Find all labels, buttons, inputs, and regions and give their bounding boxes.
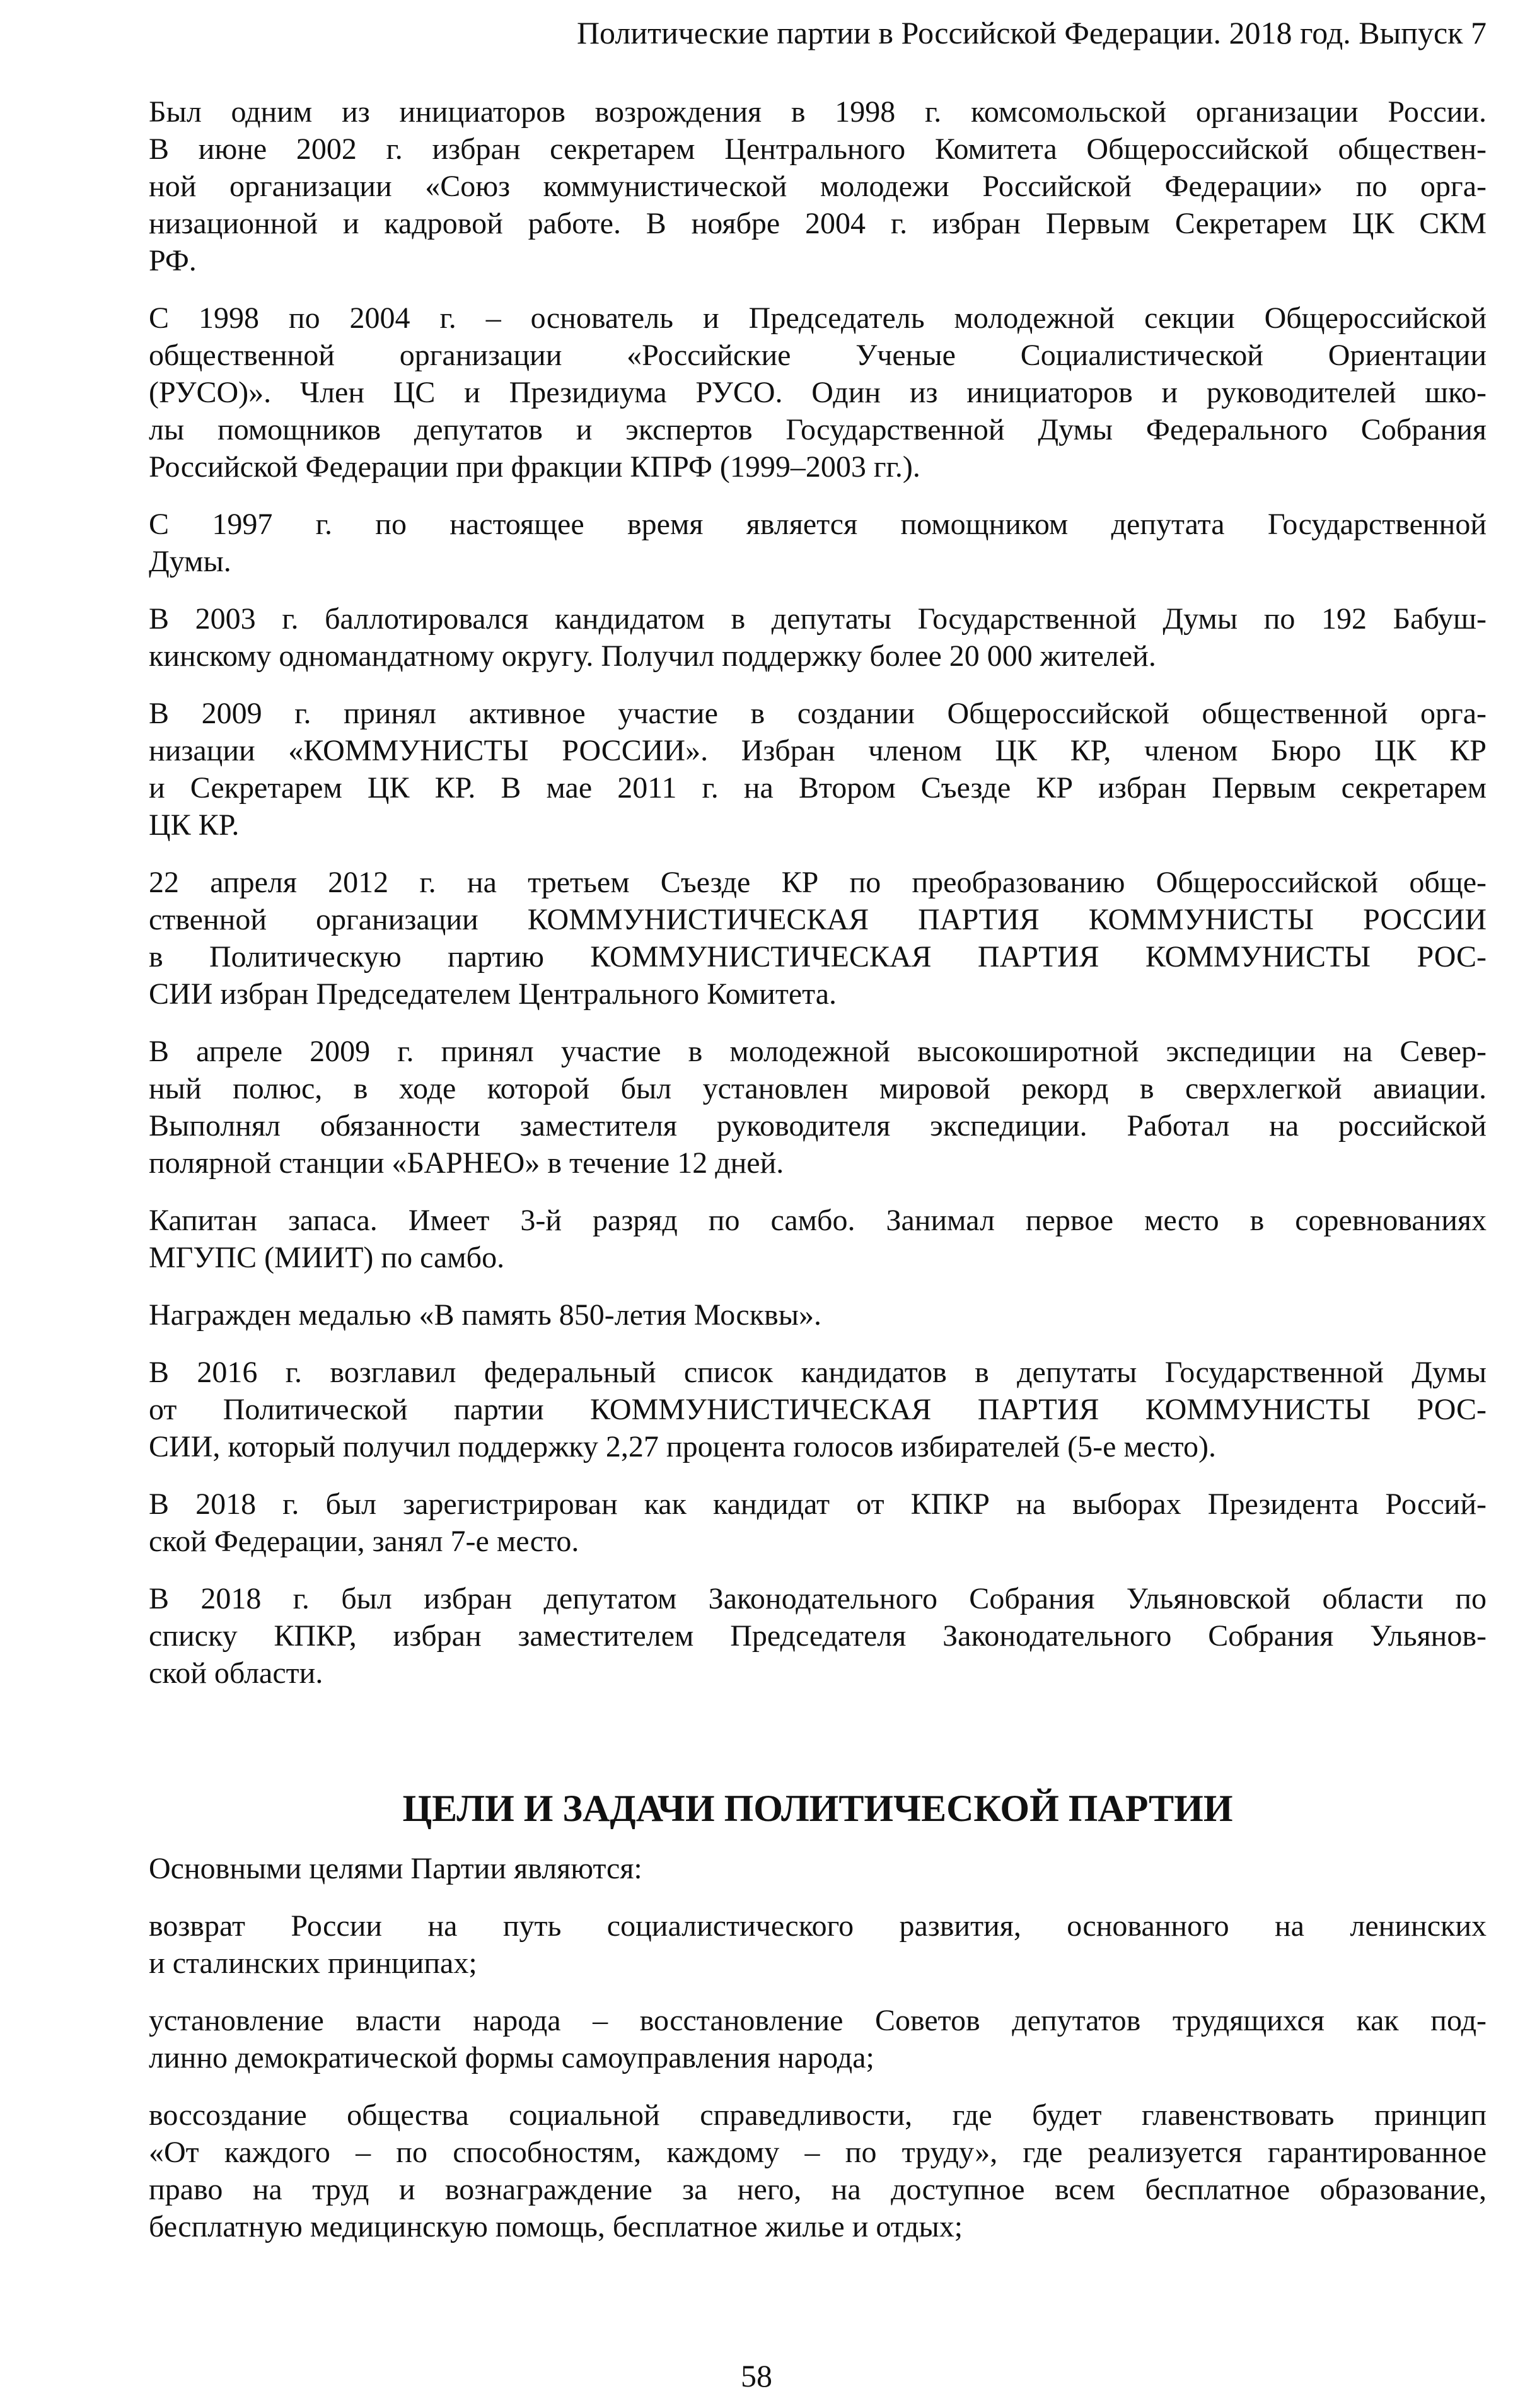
biography-text [149,93,1487,1712]
paragraph [149,1580,1487,1692]
text-line: СИИ избран Председателем Центрального Комитета. [149,977,837,1011]
text-line: и Секретарем ЦК КР. В мае 2011 г. на Втором Съезде КР избран Первым секретарем [149,771,1487,805]
text-line: низационной и кадровой работе. В ноябре 2004 г. избран Первым Секретарем ЦК СКМ [149,207,1487,240]
paragraph [149,1033,1487,1182]
text-line: списку КПКР, избран заместителем Председателя Законодательного Собрания Ульянов- [149,1619,1487,1653]
section-title: ЦЕЛИ И ЗАДАЧИ ПОЛИТИЧЕСКОЙ ПАРТИИ [402,1788,1233,1829]
text-line: В июне 2002 г. избран секретарем Центрального Комитета Общероссийской обществен- [149,132,1487,166]
paragraph [149,2002,1487,2076]
text-line: воссоздание общества социальной справедливости, где будет главенствовать принцип [149,2098,1487,2132]
paragraph [149,1202,1487,1276]
text-line: линно демократической формы самоуправления народа; [149,2041,874,2074]
text-line: В 2009 г. принял активное участие в создании Общероссийской общественной орга- [149,697,1487,730]
running-header: Политические партии в Российской Федерации. 2018 год. Выпуск 7 [576,15,1487,50]
paragraph [149,695,1487,844]
text-line: СИИ, который получил поддержку 2,27 процента голосов избирателей (5-е место). [149,1430,1216,1463]
text-line: «От каждого – по способностям, каждому – по труду», где реализуется гарантированное [149,2136,1487,2169]
paragraph [149,864,1487,1013]
page-number: 58 [741,2358,772,2393]
text-line: установление власти народа – восстановление Советов депутатов трудящихся как под- [149,2004,1487,2037]
text-line: Награжден медалью «В память 850-летия Москвы». [149,1298,821,1332]
text-line: В апреле 2009 г. принял участие в молодежной высокоширотной экспедиции на Север- [149,1035,1487,1068]
text-line: Капитан запаса. Имеет 3-й разряд по самбо. Занимал первое место в соревнованиях [149,1204,1487,1237]
text-line: кинскому одномандатному округу. Получил поддержку более 20 000 жителей. [149,639,1156,673]
text-line: право на труд и вознаграждение за него, на доступное всем бесплатное образование, [149,2173,1487,2206]
paragraph [149,300,1487,486]
paragraph [149,1486,1487,1560]
paragraph [149,506,1487,580]
text-line: от Политической партии КОММУНИСТИЧЕСКАЯ ПАРТИЯ КОММУНИСТЫ РОС- [149,1393,1487,1426]
paragraph [149,2097,1487,2245]
text-line: С 1997 г. по настоящее время является помощником депутата Государственной [149,508,1487,541]
text-line: В 2018 г. был зарегистрирован как кандидат от КПКР на выборах Президента Россий- [149,1487,1487,1521]
text-line: ной организации «Союз коммунистической молодежи Российской Федерации» по орга- [149,170,1487,203]
text-line: ской области. [149,1656,323,1690]
text-line: Основными целями Партии являются: [149,1852,642,1885]
goals-text [149,1850,1487,2265]
paragraph [149,1354,1487,1465]
text-line: ской Федерации, занял 7-е место. [149,1525,579,1558]
paragraph [149,600,1487,675]
text-line: лы помощников депутатов и экспертов Государственной Думы Федерального Собрания [149,413,1487,446]
paragraph [149,1850,1487,1887]
text-line: МГУПС (МИИТ) по самбо. [149,1241,505,1274]
text-line: РФ. [149,244,197,277]
paragraph [149,1907,1487,1982]
text-line: 22 апреля 2012 г. на третьем Съезде КР по преобразованию Общероссийской обще- [149,866,1487,899]
text-line: Выполнял обязанности заместителя руководителя экспедиции. Работал на российской [149,1109,1487,1143]
text-line: полярной станции «БАРНЕО» в течение 12 дней. [149,1146,784,1180]
text-line: В 2003 г. баллотировался кандидатом в депутаты Государственной Думы по 192 Бабуш- [149,602,1487,636]
text-line: С 1998 по 2004 г. – основатель и Председатель молодежной секции Общероссийской [149,301,1487,335]
text-line: бесплатную медицинскую помощь, бесплатное жилье и отдых; [149,2210,963,2243]
paragraph [149,93,1487,279]
text-line: Думы. [149,545,231,578]
text-line: ственной организации КОММУНИСТИЧЕСКАЯ ПАРТИЯ КОММУНИСТЫ РОССИИ [149,903,1487,936]
text-line: Российской Федерации при фракции КПРФ (1999–2003 гг.). [149,450,920,484]
text-line: (РУСО)». Член ЦС и Президиума РУСО. Один из инициаторов и руководителей шко- [149,376,1487,409]
text-line: В 2018 г. был избран депутатом Законодательного Собрания Ульяновской области по [149,1582,1487,1615]
text-line: и сталинских принципах; [149,1946,477,1980]
text-line: В 2016 г. возглавил федеральный список кандидатов в депутаты Государственной Думы [149,1356,1487,1389]
text-line: возврат России на путь социалистического развития, основанного на ленинских [149,1909,1487,1943]
text-line: низации «КОММУНИСТЫ РОССИИ». Избран членом ЦК КР, членом Бюро ЦК КР [149,734,1487,767]
text-line: ЦК КР. [149,808,240,842]
text-line: в Политическую партию КОММУНИСТИЧЕСКАЯ ПАРТИЯ КОММУНИСТЫ РОС- [149,940,1487,974]
text-line: Был одним из инициаторов возрождения в 1998 г. комсомольской организации России. [149,95,1487,129]
text-line: ный полюс, в ходе которой был установлен мировой рекорд в сверхлегкой авиации. [149,1072,1487,1105]
text-line: общественной организации «Российские Ученые Социалистической Ориентации [149,339,1487,372]
paragraph [149,1296,1487,1334]
